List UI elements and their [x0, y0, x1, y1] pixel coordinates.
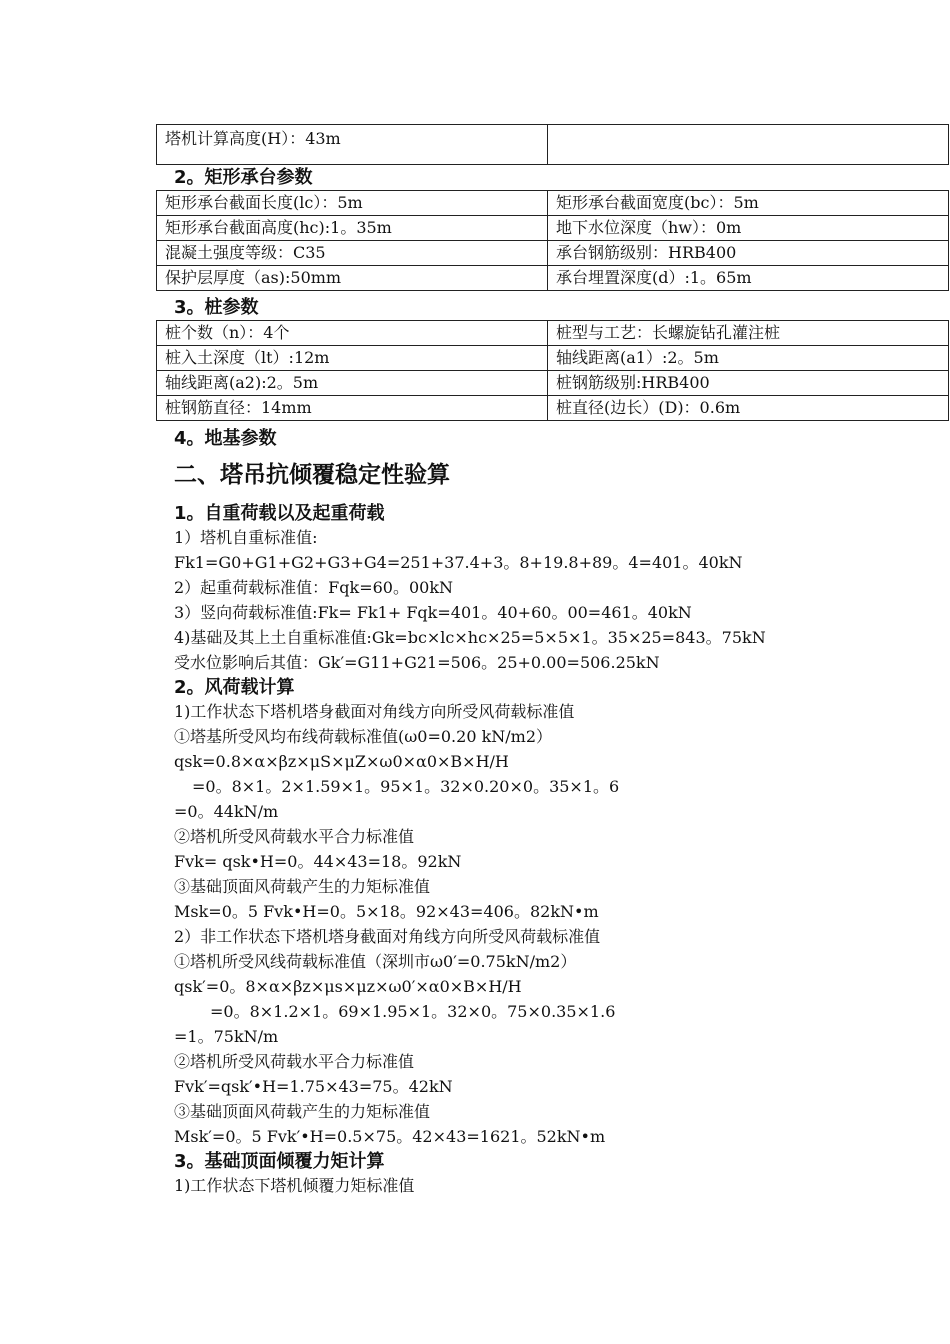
formula-line: =0。8×1.2×1。69×1.95×1。32×0。75×0.35×1.6: [210, 1002, 616, 1021]
text-line: ①塔机所受风线荷载标准值（深圳市ω0′=0.75kN/m2）: [174, 952, 577, 971]
table-cell: 矩形承台截面宽度(bc）：5m: [548, 191, 949, 216]
subsection-heading: 2。风荷载计算: [174, 677, 295, 698]
table-cell: 矩形承台截面长度(lc）：5m: [157, 191, 548, 216]
text-line: 1)工作状态下塔机塔身截面对角线方向所受风荷载标准值: [174, 702, 575, 721]
text-line: ②塔机所受风荷载水平合力标准值: [174, 827, 415, 846]
text-line: 2）起重荷载标准值：Fqk=60。00kN: [174, 578, 454, 597]
table-row: [157, 216, 949, 241]
section-heading: 3。桩参数: [174, 297, 259, 318]
cap-params-table: [156, 190, 949, 291]
table-cell: [548, 125, 949, 165]
table-row: [157, 125, 949, 165]
section-heading: 2。矩形承台参数: [174, 167, 313, 188]
table-cell: 保护层厚度（as):50mm: [157, 266, 548, 291]
table-cell: 桩钢筋直径：14mm: [157, 396, 548, 421]
formula-line: Fvk= qsk•H=0。44×43=18。92kN: [174, 852, 462, 871]
pile-params-table: [156, 320, 949, 421]
crane-height-table: [156, 124, 949, 165]
table-cell: 矩形承台截面高度(hc):1。35m: [157, 216, 548, 241]
text-line: 受水位影响后其值：Gk′=G11+G21=506。25+0.00=506.25kN: [174, 653, 660, 672]
table-row: [157, 346, 949, 371]
subsection-heading: 1。自重荷载以及起重荷载: [174, 503, 385, 524]
table-cell: 地下水位深度（hw）：0m: [548, 216, 949, 241]
text-line: ①塔基所受风均布线荷载标准值(ω0=0.20 kN/m2）: [174, 727, 553, 746]
formula-line: qsk′=0。8×α×βz×μs×μz×ω0′×α0×B×H/H: [174, 977, 522, 996]
table-row: [157, 396, 949, 421]
section-heading: 4。地基参数: [174, 428, 277, 449]
text-line: ②塔机所受风荷载水平合力标准值: [174, 1052, 415, 1071]
table-cell: 桩个数（n）：4个: [157, 321, 548, 346]
table-cell: 承台钢筋级别：HRB400: [548, 241, 949, 266]
table-cell: 桩入土深度（lt）:12m: [157, 346, 548, 371]
table-cell: 轴线距离(a1）:2。5m: [548, 346, 949, 371]
table-row: [157, 371, 949, 396]
formula-line: Msk′=0。5 Fvk′•H=0.5×75。42×43=1621。52kN•m: [174, 1127, 606, 1146]
text-line: ③基础顶面风荷载产生的力矩标准值: [174, 877, 431, 896]
text-line: ③基础顶面风荷载产生的力矩标准值: [174, 1102, 431, 1121]
formula-line: =0。8×1。2×1.59×1。95×1。32×0.20×0。35×1。6: [192, 777, 620, 796]
formula-line: =0。44kN/m: [174, 802, 279, 821]
table-row: [157, 241, 949, 266]
text-line: 4)基础及其上土自重标准值:Gk=bc×lc×hc×25=5×5×1。35×25=843。75kN: [174, 628, 766, 647]
subsection-heading: 3。基础顶面倾覆力矩计算: [174, 1151, 385, 1172]
formula-line: qsk=0.8×α×βz×μS×μZ×ω0×α0×B×H/H: [174, 752, 509, 771]
text-line: 1)工作状态下塔机倾覆力矩标准值: [174, 1176, 415, 1195]
formula-line: Fvk′=qsk′•H=1.75×43=75。42kN: [174, 1077, 453, 1096]
text-line: 1）塔机自重标准值:: [174, 528, 318, 547]
part-title: 二、塔吊抗倾覆稳定性验算: [174, 462, 450, 488]
text-line: 2）非工作状态下塔机塔身截面对角线方向所受风荷载标准值: [174, 927, 601, 946]
table-cell: 混凝土强度等级：C35: [157, 241, 548, 266]
table-row: [157, 191, 949, 216]
table-cell: 塔机计算高度(H）：43m: [157, 125, 548, 165]
table-cell: 承台埋置深度(d）:1。65m: [548, 266, 949, 291]
table-cell: 桩直径(边长）(D)：0.6m: [548, 396, 949, 421]
table-cell: 轴线距离(a2):2。5m: [157, 371, 548, 396]
formula-line: Msk=0。5 Fvk•H=0。5×18。92×43=406。82kN•m: [174, 902, 599, 921]
formula-line: =1。75kN/m: [174, 1027, 279, 1046]
table-cell: 桩钢筋级别:HRB400: [548, 371, 949, 396]
table-row: [157, 266, 949, 291]
formula-line: Fk1=G0+G1+G2+G3+G4=251+37.4+3。8+19.8+89。4=401。40kN: [174, 553, 743, 572]
table-row: [157, 321, 949, 346]
text-line: 3）竖向荷载标准值:Fk= Fk1+ Fqk=401。40+60。00=461。40kN: [174, 603, 692, 622]
table-cell: 桩型与工艺：长螺旋钻孔灌注桩: [548, 321, 949, 346]
